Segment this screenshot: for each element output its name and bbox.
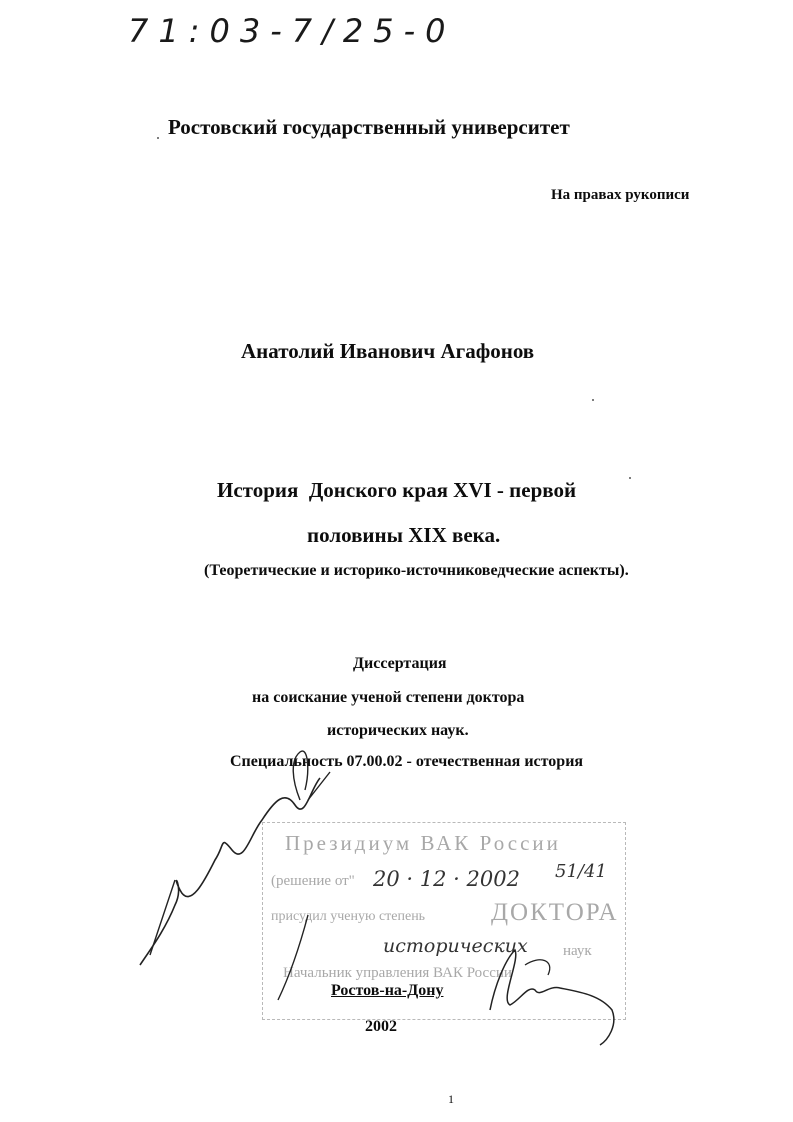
page-number: 1 xyxy=(448,1092,454,1106)
year: 2002 xyxy=(365,1018,397,1035)
stamp-title: Президиум ВАК России xyxy=(285,831,561,855)
degree-field: исторических наук. xyxy=(327,722,469,739)
stamp-awarded-label: присудил ученую степень xyxy=(271,909,426,924)
stamp-decision-date: 20 · 12 · 2002 xyxy=(373,867,520,891)
stamp-science-suffix: наук xyxy=(563,943,592,959)
thesis-title-line-2: половины XIX века. xyxy=(307,523,501,547)
thesis-subtitle: (Теоретические и историко-источниковедческие аспекты). xyxy=(204,562,629,579)
degree-sought: на соискание ученой степени доктора xyxy=(252,689,525,706)
author-name: Анатолий Иванович Агафонов xyxy=(241,339,535,363)
stamp-decision-label: (решение от" xyxy=(271,873,355,889)
stamp-official-title: Начальник управления ВАК России xyxy=(283,965,512,981)
stamp-decision-number: 51/41 xyxy=(555,861,607,882)
document-type: Диссертация xyxy=(353,655,447,672)
stamp-science-handwritten: исторических xyxy=(383,935,528,957)
city: Ростов-на-Дону xyxy=(331,982,444,999)
manuscript-note: На правах рукописи xyxy=(551,187,690,203)
institution-name: Ростовский государственный университет xyxy=(168,115,570,139)
archive-code: 71:03-7/25-0 xyxy=(128,12,456,50)
specialty: Специальность 07.00.02 - отечественная история xyxy=(230,753,584,770)
vak-approval-stamp xyxy=(262,822,626,1020)
stamp-degree-level: ДОКТОРА xyxy=(491,899,619,926)
thesis-title-line-1: История Донского края XVI - первой xyxy=(217,478,577,502)
